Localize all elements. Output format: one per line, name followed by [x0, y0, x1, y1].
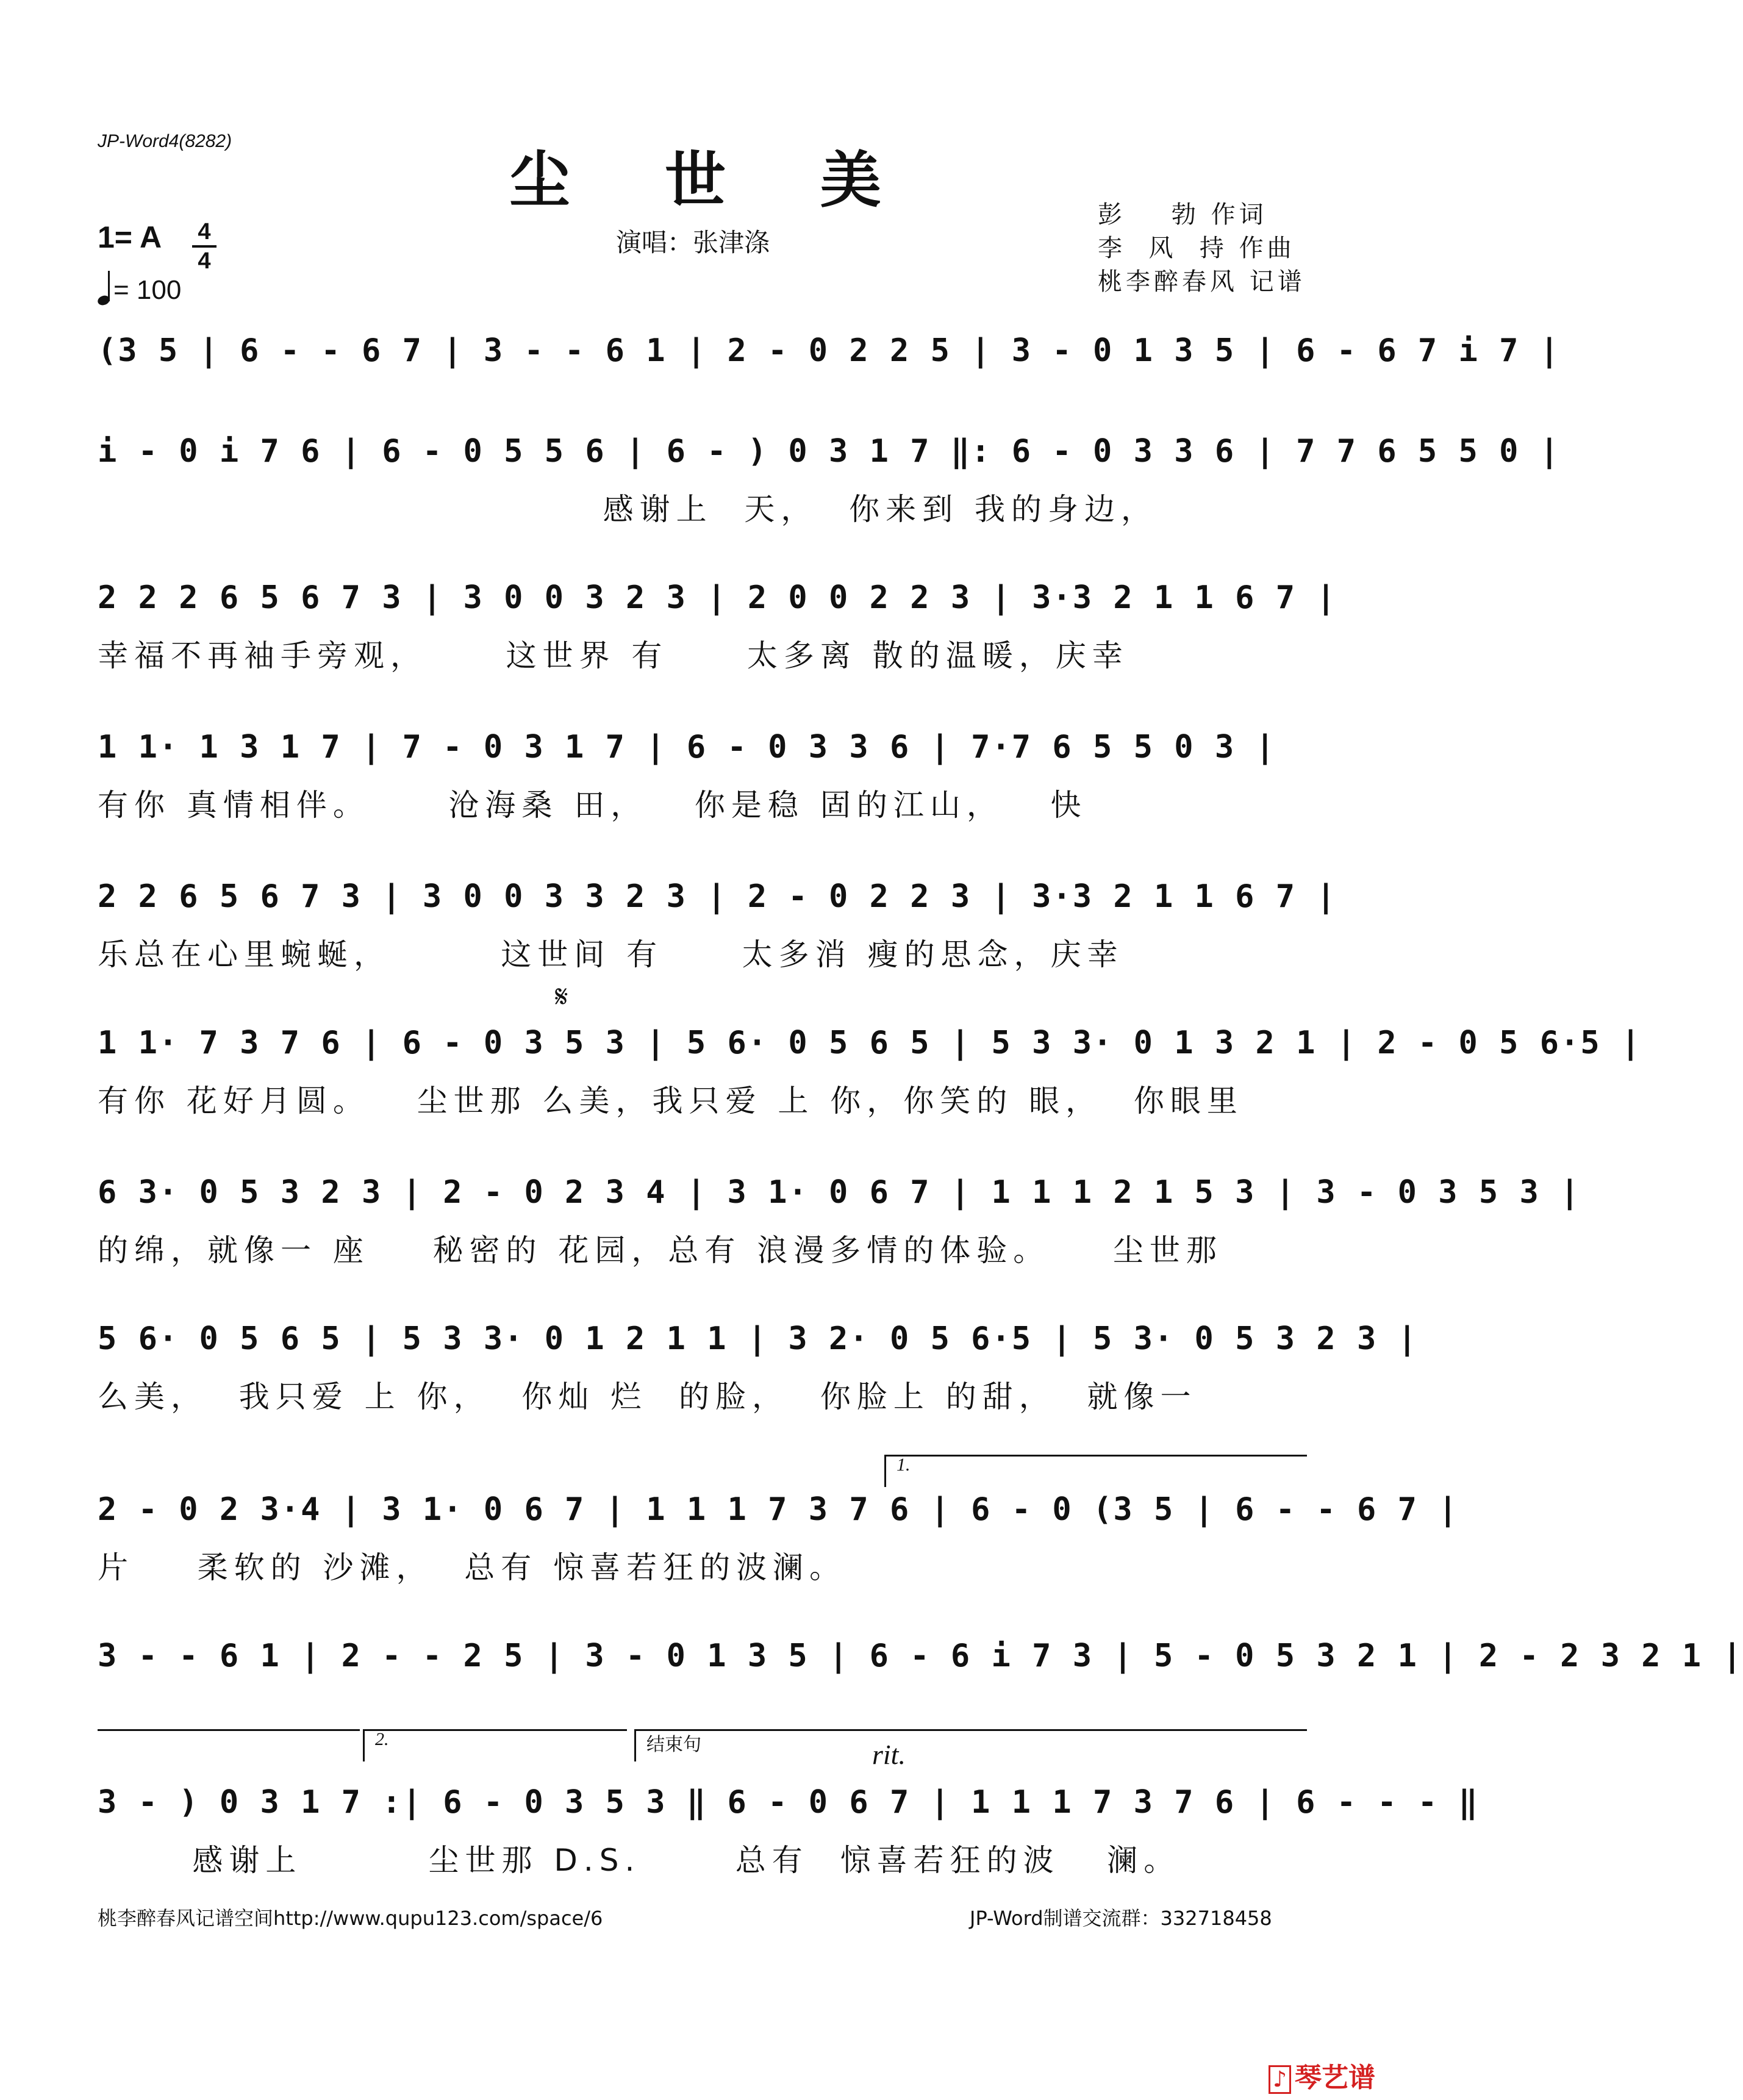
lyrics-line: 有你 真情相伴。 沧海桑 田， 你是稳 固的江山， 快 — [98, 787, 1087, 823]
quarter-note-icon — [98, 268, 111, 305]
lyrics-line: 感谢上 天， 你来到 我的身边， — [98, 492, 1158, 527]
ending-section-label: 结束句 — [646, 1734, 701, 1755]
footer-group: JP-Word制谱交流群：332718458 — [970, 1907, 1272, 1930]
lyrics-line: 幸福不再袖手旁观， 这世界 有 太多离 散的温暖，庆幸 — [98, 638, 1129, 673]
coda-bracket — [634, 1729, 1307, 1761]
notation-line: 1 1· 1 3 1 7 | 7 - 0 3 1 7 | 6 - 0 3 3 6 | 7·7 6 5 5 0 3 | — [98, 729, 1276, 765]
notation-line: 2 - 0 2 3·4 | 3 1· 0 6 7 | 1 1 1 7 3 7 6 | 6 - 0 (3 5 | 6 - - 6 7 | — [98, 1491, 1459, 1528]
transcriber-credit: 桃李醉春风 记谱 — [1098, 268, 1306, 296]
tempo-value: = 100 — [113, 275, 182, 305]
lyrics-line: 么美， 我只爱 上 你， 你灿 烂 的脸， 你脸上 的甜， 就像一 — [98, 1379, 1197, 1414]
notation-line: 3 - ) 0 3 1 7 :| 6 - 0 3 5 3 ‖ 6 - 0 6 7 | 1 1 1 7 3 7 6 | 6 - - - ‖ — [98, 1784, 1479, 1821]
footer-source: 桃李醉春风记谱空间http://www.qupu123.com/space/6 — [98, 1907, 603, 1930]
notation-line: 1 1· 7 3 7 6 | 6 - 0 3 5 3 | 5 6· 0 5 6 5 | 5 3 3· 0 1 3 2 1 | 2 - 0 5 6·5 | — [98, 1025, 1642, 1061]
notation-line: (3 5 | 6 - - 6 7 | 3 - - 6 1 | 2 - 0 2 2 5 | 3 - 0 1 3 5 | 6 - 6 7 i 7 | — [98, 332, 1561, 369]
notation-line: 2 2 2 6 5 6 7 3 | 3 0 0 3 2 3 | 2 0 0 2 2 3 | 3·3 2 1 1 6 7 | — [98, 579, 1337, 616]
notation-line: 6 3· 0 5 3 2 3 | 2 - 0 2 3 4 | 3 1· 0 6 7 | 1 1 1 2 1 5 3 | 3 - 0 3 5 3 | — [98, 1174, 1581, 1211]
notation-line: 2 2 6 5 6 7 3 | 3 0 0 3 3 2 3 | 2 - 0 2 2 3 | 3·3 2 1 1 6 7 | — [98, 878, 1337, 915]
notation-line: 3 - - 6 1 | 2 - - 2 5 | 3 - 0 1 3 5 | 6 - 6 i 7 3 | 5 - 0 5 3 2 1 | 2 - 2 3 2 1 | — [98, 1638, 1743, 1674]
time-signature — [192, 220, 217, 273]
second-ending-label: 2. — [375, 1729, 389, 1749]
notation-line: i - 0 i 7 6 | 6 - 0 5 5 6 | 6 - ) 0 3 1 7 ‖: 6 - 0 3 3 6 | 7 7 6 5 5 0 | — [98, 433, 1561, 470]
page-title: 尘 世 美 — [509, 144, 918, 216]
first-ending-label: 1. — [897, 1455, 911, 1475]
tempo-marking — [98, 268, 181, 306]
lyrics-line: 的绵，就像一 座 秘密的 花园，总有 浪漫多情的体验。 尘世那 — [98, 1233, 1223, 1268]
site-watermark-text: 琴艺谱 — [1294, 2062, 1375, 2093]
segno-sign: 𝄋 — [555, 979, 568, 1014]
site-logo-icon: ♪ — [1269, 2065, 1291, 2094]
key-signature: 1= A — [98, 220, 162, 254]
singer-credit: 演唱：张津涤 — [616, 228, 770, 257]
second-ending-bracket — [363, 1729, 627, 1761]
lyrics-line: 有你 花好月圆。 尘世那 么美，我只爱 上 你，你笑的 眼， 你眼里 — [98, 1083, 1244, 1119]
lyrics-line: 乐总在心里蜿蜒， 这世间 有 太多消 瘦的思念，庆幸 — [98, 937, 1124, 972]
software-version: JP-Word4(8282) — [98, 131, 232, 151]
time-signature-bottom: 4 — [198, 248, 211, 274]
notation-line: 5 6· 0 5 6 5 | 5 3 3· 0 1 2 1 1 | 3 2· 0 5 6·5 | 5 3· 0 5 3 2 3 | — [98, 1321, 1418, 1357]
lyricist-credit: 彭 勃 作词 — [1098, 201, 1267, 229]
lyrics-line: 片 柔软的 沙滩， 总有 惊喜若狂的波澜。 — [98, 1550, 846, 1585]
ritardando-mark: rit. — [872, 1739, 906, 1770]
lyrics-line: 感谢上 尘世那 D.S. 总有 惊喜若狂的波 澜。 — [98, 1843, 1181, 1878]
first-ending-continuation — [98, 1729, 360, 1761]
composer-credit: 李 风 持 作曲 — [1098, 234, 1295, 262]
time-signature-top: 4 — [198, 219, 211, 245]
site-watermark — [1269, 2055, 1375, 2095]
